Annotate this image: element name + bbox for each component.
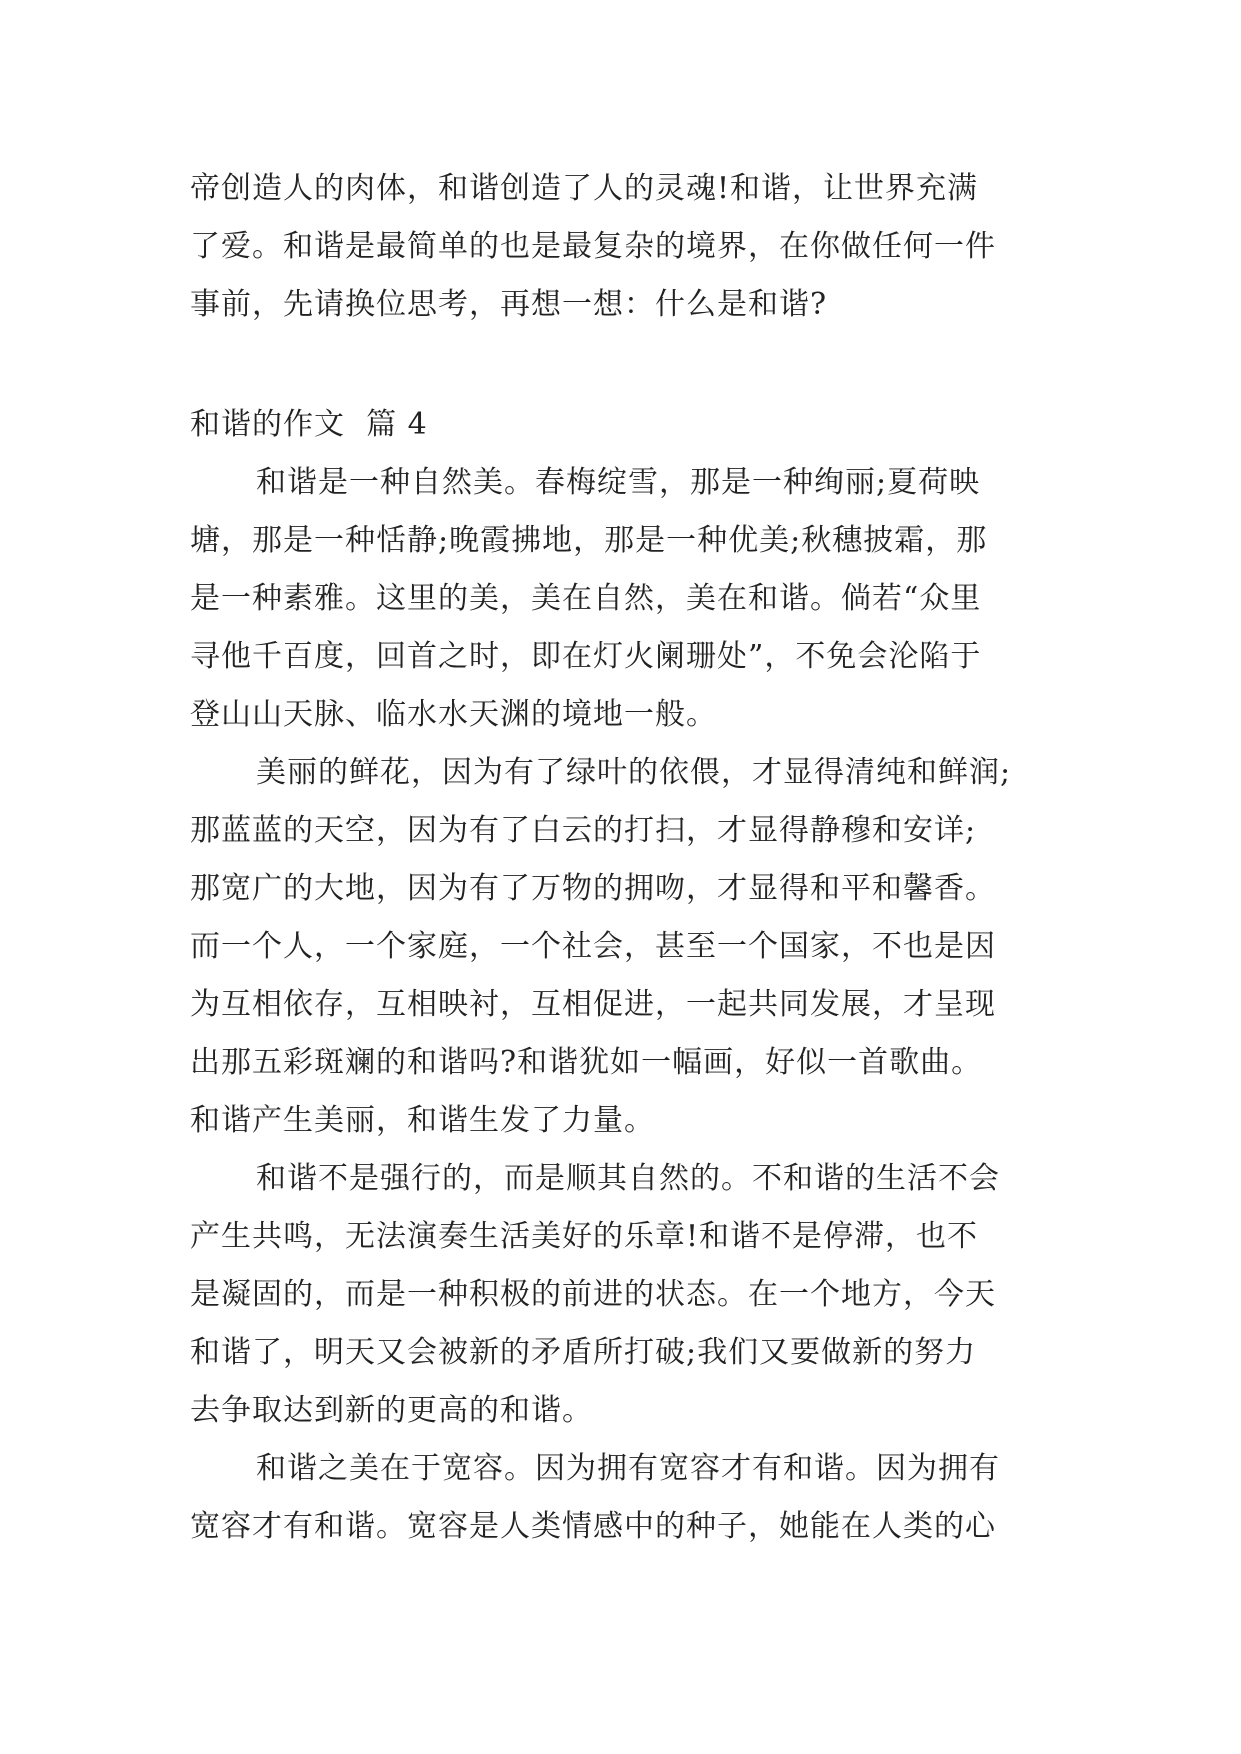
text-line: 和谐之美在于宽容。因为拥有宽容才有和谐。因为拥有 xyxy=(256,1451,1000,1486)
text-line: 宽容才有和谐。宽容是人类情感中的种子，她能在人类的心 xyxy=(190,1509,996,1544)
text-line: 是一种素雅。这里的美，美在自然，美在和谐。倘若“众里 xyxy=(190,581,982,616)
text-line: 了爱。和谐是最简单的也是最复杂的境界，在你做任何一件 xyxy=(190,229,996,264)
text-line: 登山山天脉、临水水天渊的境地一般。 xyxy=(190,697,717,732)
text-line: 帝创造人的肉体，和谐创造了人的灵魂!和谐，让世界充满 xyxy=(190,171,979,206)
paragraph-2 xyxy=(190,744,1060,1150)
section-heading xyxy=(190,396,1060,454)
text-line: 出那五彩斑斓的和谐吗?和谐犹如一幅画，好似一首歌曲。 xyxy=(190,1045,983,1080)
paragraph-1 xyxy=(190,454,1060,744)
text-line: 美丽的鲜花，因为有了绿叶的依偎，才显得清纯和鲜润; xyxy=(256,755,1012,790)
text-line: 产生共鸣，无法演奏生活美好的乐章!和谐不是停滞，也不 xyxy=(190,1219,979,1254)
text-line: 和谐了，明天又会被新的矛盾所打破;我们又要做新的努力 xyxy=(190,1335,977,1370)
text-line: 和谐是一种自然美。春梅绽雪，那是一种绚丽;夏荷映 xyxy=(256,465,981,500)
text-line: 而一个人，一个家庭，一个社会，甚至一个国家，不也是因 xyxy=(190,929,996,964)
text-line: 是凝固的，而是一种积极的前进的状态。在一个地方，今天 xyxy=(190,1277,996,1312)
text-line: 和谐不是强行的，而是顺其自然的。不和谐的生活不会 xyxy=(256,1161,1000,1196)
text-line: 为互相依存，互相映衬，互相促进，一起共同发展，才呈现 xyxy=(190,987,996,1022)
text-line: 那宽广的大地，因为有了万物的拥吻，才显得和平和馨香。 xyxy=(190,871,996,906)
text-line: 塘，那是一种恬静;晚霞拂地，那是一种优美;秋穗披霜，那 xyxy=(190,523,988,558)
text-line: 去争取达到新的更高的和谐。 xyxy=(190,1393,593,1428)
text-line: 和谐产生美丽，和谐生发了力量。 xyxy=(190,1103,655,1138)
text-line: 事前，先请换位思考，再想一想：什么是和谐? xyxy=(190,287,828,322)
paragraph-4 xyxy=(190,1440,1060,1556)
text-line: 那蓝蓝的天空，因为有了白云的打扫，才显得静穆和安详; xyxy=(190,813,977,848)
paragraph-3 xyxy=(190,1150,1060,1440)
intro-paragraph xyxy=(190,160,1060,334)
text-line: 寻他千百度，回首之时，即在灯火阑珊处”，不免会沦陷于 xyxy=(190,639,982,674)
heading-text: 和谐的作文 篇 4 xyxy=(190,407,428,442)
essay-body xyxy=(190,454,1060,1556)
